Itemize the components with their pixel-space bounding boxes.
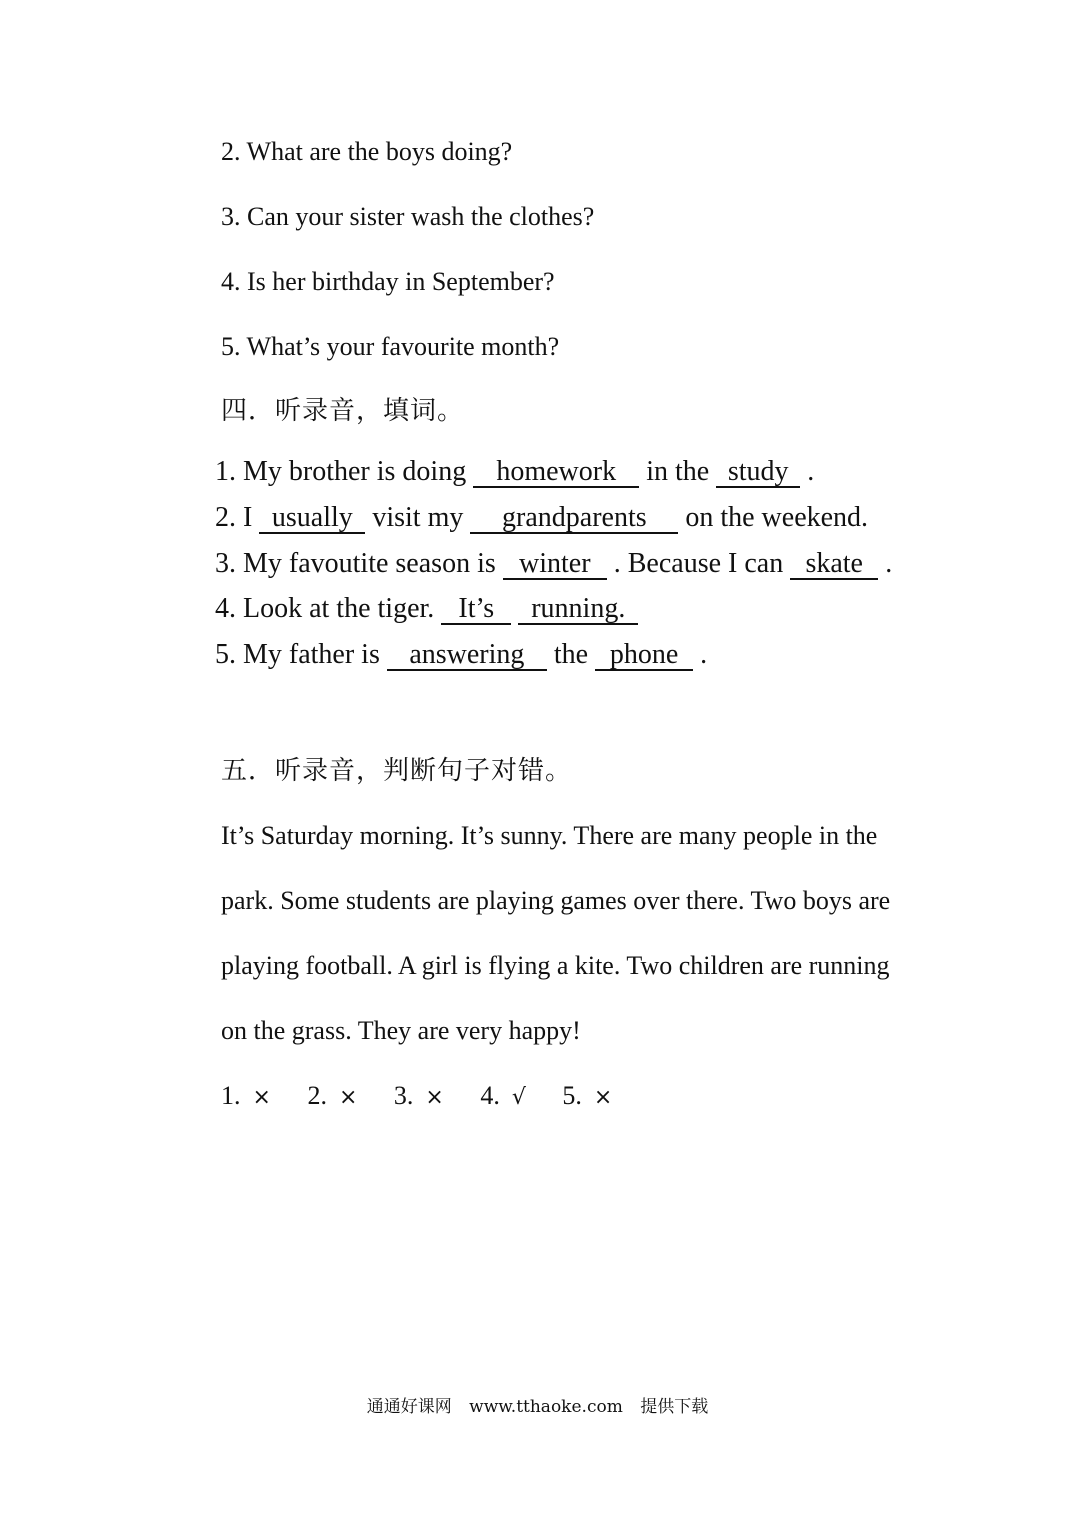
answer-number: 3. (393, 1081, 414, 1110)
answer-key (221, 1083, 642, 1109)
answer-item (221, 1083, 271, 1109)
answer-number: 2. (307, 1081, 327, 1110)
footer-note: 提供下载 (640, 1397, 709, 1417)
question-4: 4. Is her birthday in September? (221, 267, 555, 296)
section-4-heading: 四．听录音，填词。 (221, 396, 465, 426)
passage-line-3: playing football. A girl is flying a kite. Two children are running (221, 951, 890, 980)
fill-text: 4. Look at the tiger. (215, 593, 442, 624)
fill-line-3 (215, 549, 892, 580)
fill-text: 2. I (215, 502, 260, 533)
answer-blank: homework (473, 457, 639, 488)
footer-site-name: 通通好课网 (366, 1397, 452, 1417)
answer-item (562, 1083, 612, 1109)
fill-text: the (553, 639, 596, 670)
answer-number: 4. (480, 1081, 500, 1110)
fill-text: . (885, 548, 893, 579)
passage-line-1: It’s Saturday morning. It’s sunny. There are many people in the (221, 821, 878, 850)
answer-item (307, 1083, 357, 1109)
answer-blank: study (716, 457, 800, 488)
wrong-mark-icon: × (338, 1085, 358, 1110)
fill-line-2 (215, 503, 868, 534)
check-mark-icon: √ (511, 1085, 526, 1110)
answer-number: 1. (221, 1081, 241, 1110)
fill-line-1 (215, 457, 814, 488)
passage-line-2: park. Some students are playing games over there. Two boys are (221, 886, 891, 915)
answer-blank: winter (503, 549, 607, 580)
section-5-heading: 五．听录音，判断句子对错。 (221, 756, 573, 786)
fill-text: 1. My brother is doing (215, 456, 474, 487)
answer-blank: answering (387, 640, 547, 671)
footer-url[interactable]: www.tthaoke.com (469, 1397, 623, 1417)
fill-text: . Because I can (613, 548, 791, 579)
question-5: 5. What’s your favourite month? (221, 332, 560, 361)
answer-blank: grandparents (470, 503, 678, 534)
wrong-mark-icon: × (252, 1085, 271, 1110)
page-footer (0, 1392, 1075, 1417)
fill-text: . (700, 639, 708, 670)
answer-blank: running. (518, 594, 638, 625)
answer-item (394, 1083, 444, 1109)
fill-text: visit my (372, 502, 471, 533)
question-3: 3. Can your sister wash the clothes? (221, 202, 595, 231)
answer-blank: skate (790, 549, 878, 580)
answer-blank: phone (595, 640, 693, 671)
wrong-mark-icon: × (425, 1085, 444, 1110)
answer-blank: It’s (441, 594, 511, 625)
fill-text: in the (646, 456, 717, 487)
answer-number: 5. (562, 1081, 582, 1110)
wrong-mark-icon: × (593, 1085, 613, 1110)
fill-text: 5. My father is (215, 639, 387, 670)
answer-item (480, 1083, 526, 1109)
fill-line-4 (215, 594, 638, 625)
fill-line-5 (215, 640, 707, 671)
fill-text: 3. My favoutite season is (215, 548, 503, 579)
answer-blank: usually (259, 503, 365, 534)
fill-text: on the weekend. (685, 502, 869, 533)
fill-text: . (807, 456, 815, 487)
passage-line-4: on the grass. They are very happy! (221, 1016, 581, 1045)
question-2: 2. What are the boys doing? (221, 137, 513, 166)
